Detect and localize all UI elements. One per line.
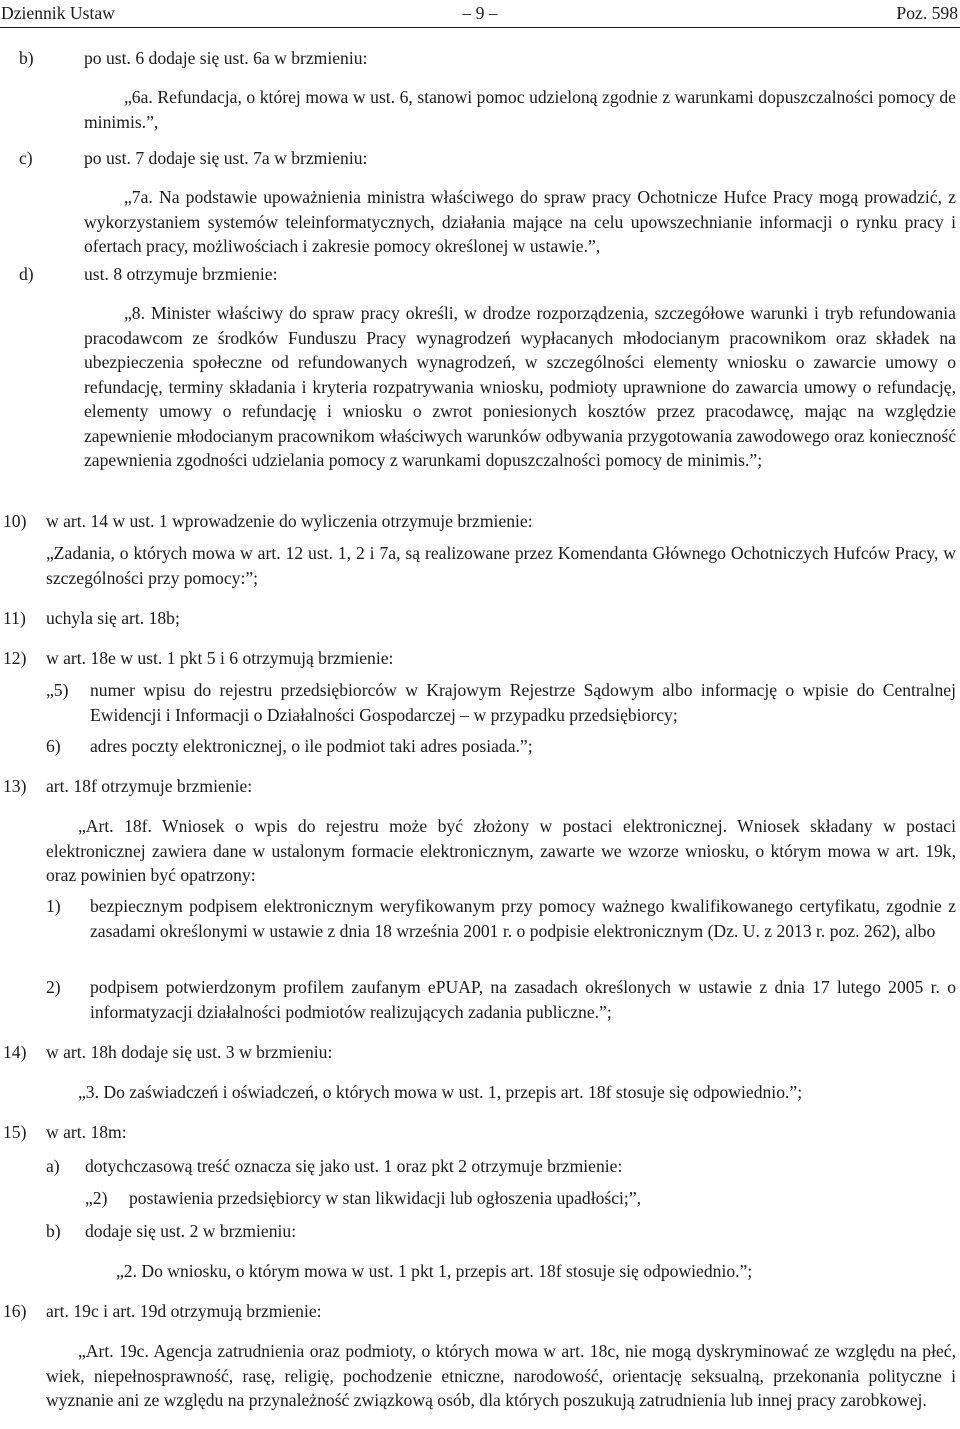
paragraph-10: „Zadania, o których mowa w art. 12 ust. 1, 2 i 7a, są realizowane przez Komendanta Głównego Ochotniczych Hufców Pracy, w szczególności przy pomocy:”; [46,543,956,588]
item-text-15: w art. 18m: [46,1122,127,1142]
item-text-15b: dodaje się ust. 2 w brzmieniu: [85,1221,297,1241]
item-text-12: w art. 18e w ust. 1 pkt 5 i 6 otrzymują brzmienie: [46,648,394,668]
paragraph-6a: „6a. Refundacja, o której mowa w ust. 6, stanowi pomoc udzieloną zgodnie z warunkami dopuszczalności pomocy de minimis.”, [84,87,956,132]
header-divider [0,27,960,28]
item-label-d: d) [19,264,34,284]
journal-title: Dziennik Ustaw [1,3,115,23]
item-text-d: ust. 8 otrzymuje brzmienie: [84,264,278,284]
item-label-16: 16) [3,1301,27,1321]
point-text-5: numer wpisu do rejestru przedsiębiorców w Krajowym Rejestrze Sądowym albo informację o wpisie do Centralnej Ewidencji i Informacji o Działalności Gospodarczej – w przypadku przedsiębiorcy; [90,680,956,725]
item-label-c: c) [19,148,33,168]
point-label-13-2: 2) [46,977,61,997]
item-label-14: 14) [3,1042,27,1062]
paragraph-8: „8. Minister właściwy do spraw pracy określi, w drodze rozporządzenia, szczegółowe warunki i tryb refundowania pracodawcom ze środków Funduszu Pracy wynagrodzeń wypłacanych młodocianym pracownikom oraz składek na ubezpieczenia społeczne od refundowanych wynagrodzeń, w szczególności elementy wniosku o zawarcie umowy o refundację, terminy składania i kryteria rozpatrywania wniosku, podmioty uprawnione do zawarcia umowy o refundację, elementy umowy o refundację i wniosku o zwrot poniesionych kosztów przez pracodawcę, mając na względzie zapewnienie młodocianym pracownikom właściwych warunków odbywania przygotowania zawodowego oraz konieczność zapewnienia zgodności udzielania pomocy z warunkami dopuszczalności pomocy de minimis.”; [84,303,956,470]
paragraph-7a: „7a. Na podstawie upoważnienia ministra właściwego do spraw pracy Ochotnicze Hufce Pracy mogą prowadzić, z wykorzystaniem systemów teleinformatycznych, działania mające na celu upowszechnianie informacji o rynku pracy i ofertach pracy, możliwościach i zakresie pomocy określonej w ustawie.”, [84,187,956,256]
item-text-11: uchyla się art. 18b; [46,608,180,628]
item-text-16: art. 19c i art. 19d otrzymują brzmienie: [46,1301,322,1321]
item-label-15b: b) [46,1221,61,1241]
page-number: – 9 – [462,3,498,23]
point-text-13-2: podpisem potwierdzonym profilem zaufanym ePUAP, na zasadach określonych w ustawie z dnia 17 lutego 2005 r. o informatyzacji działalności podmiotów realizujących zadania publiczne.”; [90,977,956,1022]
point-label-6: 6) [46,736,61,756]
item-label-13: 13) [3,776,27,796]
item-text-15a: dotychczasową treść oznacza się jako ust. 1 oraz pkt 2 otrzymuje brzmienie: [85,1156,623,1176]
point-label-5: „5) [46,680,69,700]
point-label-13-1: 1) [46,896,61,916]
point-label-15a-2: „2) [85,1188,108,1208]
page-header [0,0,960,26]
item-text-13: art. 18f otrzymuje brzmienie: [46,776,253,796]
item-label-10: 10) [3,511,27,531]
paragraph-18m-2: „2. Do wniosku, o którym mowa w ust. 1 pkt 1, przepis art. 18f stosuje się odpowiednio.”; [116,1261,753,1281]
paragraph-art-18f: „Art. 18f. Wniosek o wpis do rejestru może być złożony w postaci elektronicznej. Wniosek składany w postaci elektronicznej zawiera dane w ustalonym formacie elektronicznym, zawarte we wzorze wniosku, o którym mowa w art. 19k, oraz powinien być opatrzony: [46,816,956,885]
position-number: Poz. 598 [896,3,958,23]
item-label-12: 12) [3,648,27,668]
item-label-15: 15) [3,1122,27,1142]
point-text-15a-2: postawienia przedsiębiorcy w stan likwidacji lub ogłoszenia upadłości;”, [129,1188,642,1208]
item-label-15a: a) [46,1156,60,1176]
item-text-14: w art. 18h dodaje się ust. 3 w brzmieniu: [46,1042,333,1062]
item-label-11: 11) [3,608,26,628]
point-text-13-1: bezpiecznym podpisem elektronicznym weryfikowanym przy pomocy ważnego kwalifikowanego certyfikatu, zgodnie z zasadami określonymi w ustawie z dnia 18 września 2001 r. o podpisie elektronicznym (Dz. U. z 2013 r. poz. 262), albo [90,896,956,941]
item-label-b: b) [19,48,34,68]
item-text-10: w art. 14 w ust. 1 wprowadzenie do wyliczenia otrzymuje brzmienie: [46,511,533,531]
item-text-b: po ust. 6 dodaje się ust. 6a w brzmieniu: [84,48,368,68]
paragraph-18h-3: „3. Do zaświadczeń i oświadczeń, o których mowa w ust. 1, przepis art. 18f stosuje się odpowiednio.”; [78,1082,803,1102]
paragraph-art-19c: „Art. 19c. Agencja zatrudnienia oraz podmioty, o których mowa w art. 18c, nie mogą dyskryminować ze względu na płeć, wiek, niepełnosprawność, rasę, religię, pochodzenie etniczne, narodowość, orientację seksualną, przekonania polityczne i wyznanie ani ze względu na przynależność związkową osób, dla których poszukują zatrudnienia lub innej pracy zarobkowej. [46,1341,956,1410]
point-text-6: adres poczty elektronicznej, o ile podmiot taki adres posiada.”; [90,736,533,756]
item-text-c: po ust. 7 dodaje się ust. 7a w brzmieniu: [84,148,368,168]
